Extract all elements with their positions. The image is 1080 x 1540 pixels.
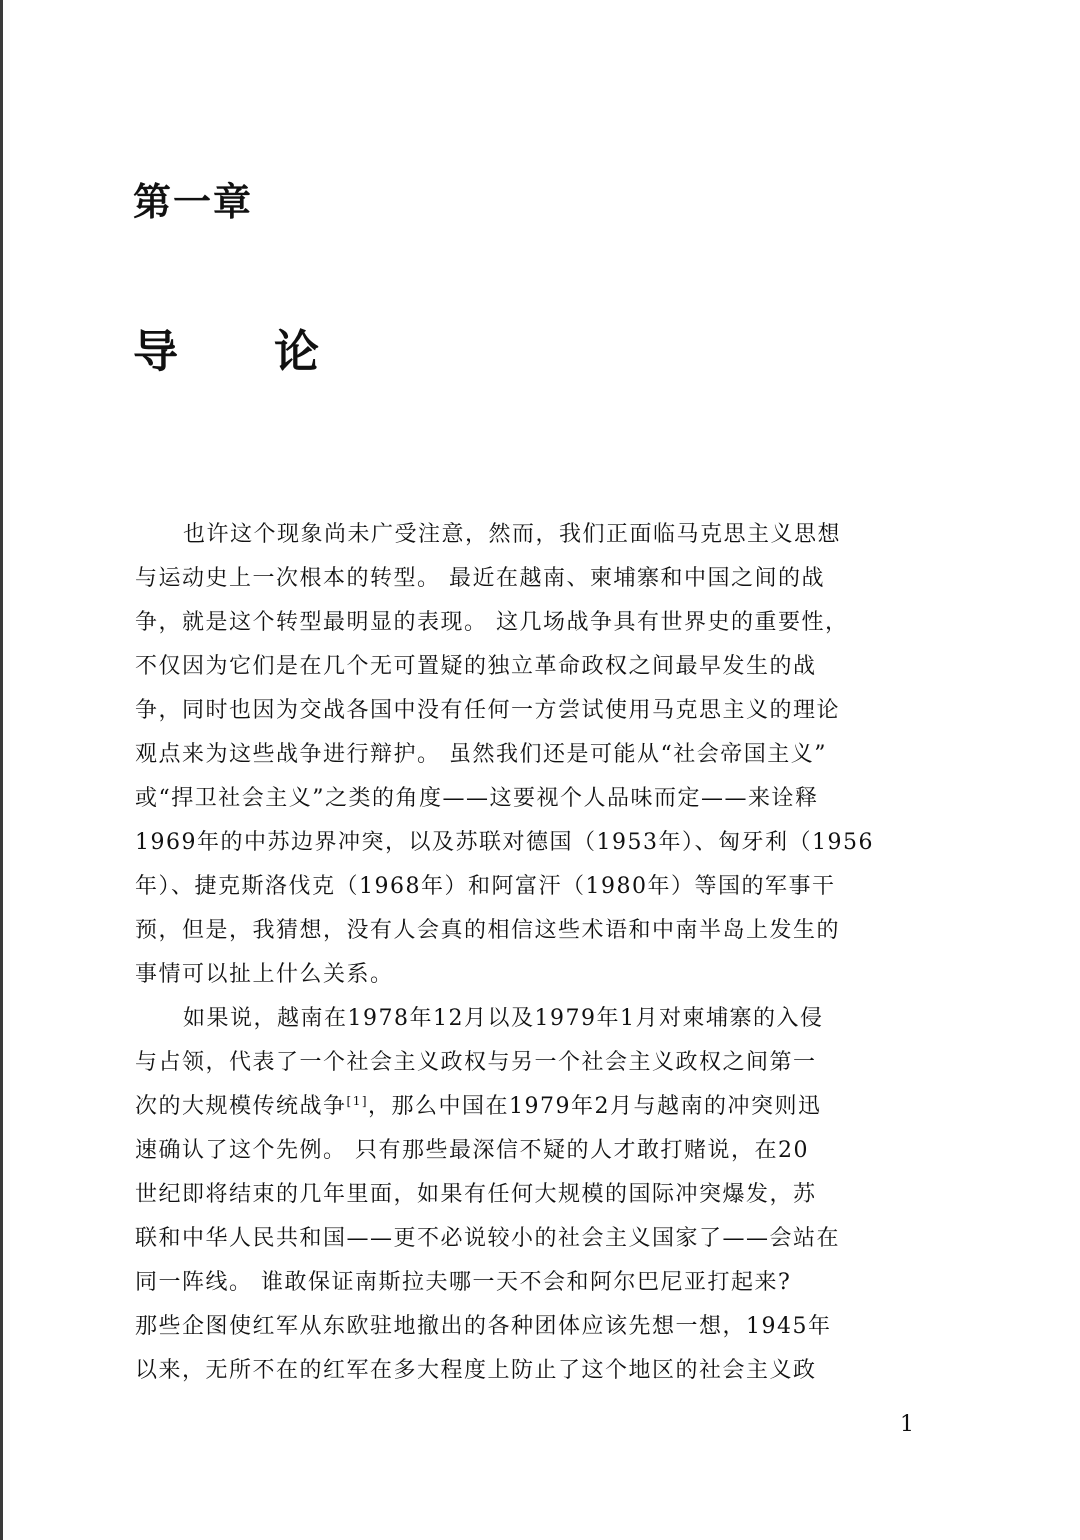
- paragraph-1-line: 1969年的中苏边界冲突，以及苏联对德国（1953年）、匈牙利（1956: [135, 830, 874, 855]
- paragraph-1-line: 争，同时也因为交战各国中没有任何一方尝试使用马克思主义的理论: [135, 698, 841, 723]
- footnote-marker[interactable]: [1]: [346, 1094, 369, 1108]
- paragraph-1-line: 也许这个现象尚未广受注意，然而，我们正面临马克思主义思想: [183, 522, 842, 547]
- paragraph-2-line: 以来，无所不在的红军在多大程度上防止了这个地区的社会主义政: [135, 1358, 817, 1383]
- chapter-title-part-2: 论: [274, 325, 320, 378]
- page-left-edge: [0, 0, 3, 1540]
- paragraph-2-line: 如果说，越南在1978年12月以及1979年1月对柬埔寨的入侵: [183, 1006, 824, 1031]
- paragraph-1-line: 预，但是，我猜想，没有人会真的相信这些术语和中南半岛上发生的: [135, 918, 841, 943]
- paragraph-1-line: 年）、捷克斯洛伐克（1968年）和阿富汗（1980年）等国的军事干: [135, 874, 836, 899]
- paragraph-2-line: 同一阵线。 谁敢保证南斯拉夫哪一天不会和阿尔巴尼亚打起来?: [135, 1270, 792, 1295]
- paragraph-2-line: 与占领，代表了一个社会主义政权与另一个社会主义政权之间第一: [135, 1050, 817, 1075]
- chapter-label: 第一章: [133, 180, 254, 224]
- paragraph-2-line-part: ，那么中国在1979年2月与越南的冲突则迅: [368, 1094, 822, 1119]
- paragraph-1-line: 事情可以扯上什么关系。: [135, 962, 394, 987]
- paragraph-1-line: 不仅因为它们是在几个无可置疑的独立革命政权之间最早发生的战: [135, 654, 817, 679]
- paragraph-2-line: 速确认了这个先例。 只有那些最深信不疑的人才敢打赌说，在20: [135, 1138, 809, 1163]
- paragraph-1-line: 观点来为这些战争进行辩护。 虽然我们还是可能从“社会帝国主义”: [135, 742, 827, 767]
- paragraph-1-line: 与运动史上一次根本的转型。 最近在越南、柬埔寨和中国之间的战: [135, 566, 825, 591]
- paragraph-2-line-with-footnote: [135, 1085, 917, 1129]
- chapter-title-part-1: 导: [133, 325, 179, 378]
- chapter-title: [133, 321, 319, 383]
- paragraph-1-line: 争，就是这个转型最明显的表现。 这几场战争具有世界史的重要性，: [135, 610, 849, 635]
- paragraph-2-line: 联和中华人民共和国——更不必说较小的社会主义国家了——会站在: [135, 1226, 841, 1251]
- page-number: 1: [900, 1412, 914, 1437]
- paragraph-2-line-part: 次的大规模传统战争: [135, 1094, 347, 1119]
- paragraph-1-line: 或“捍卫社会主义”之类的角度——这要视个人品味而定——来诠释: [135, 786, 819, 811]
- body-text: [135, 513, 917, 1393]
- paragraph-2: [135, 997, 917, 1393]
- paragraph-1: [135, 513, 917, 997]
- paragraph-2-line: 那些企图使红军从东欧驻地撤出的各种团体应该先想一想，1945年: [135, 1314, 832, 1339]
- paragraph-2-line: 世纪即将结束的几年里面，如果有任何大规模的国际冲突爆发，苏: [135, 1182, 817, 1207]
